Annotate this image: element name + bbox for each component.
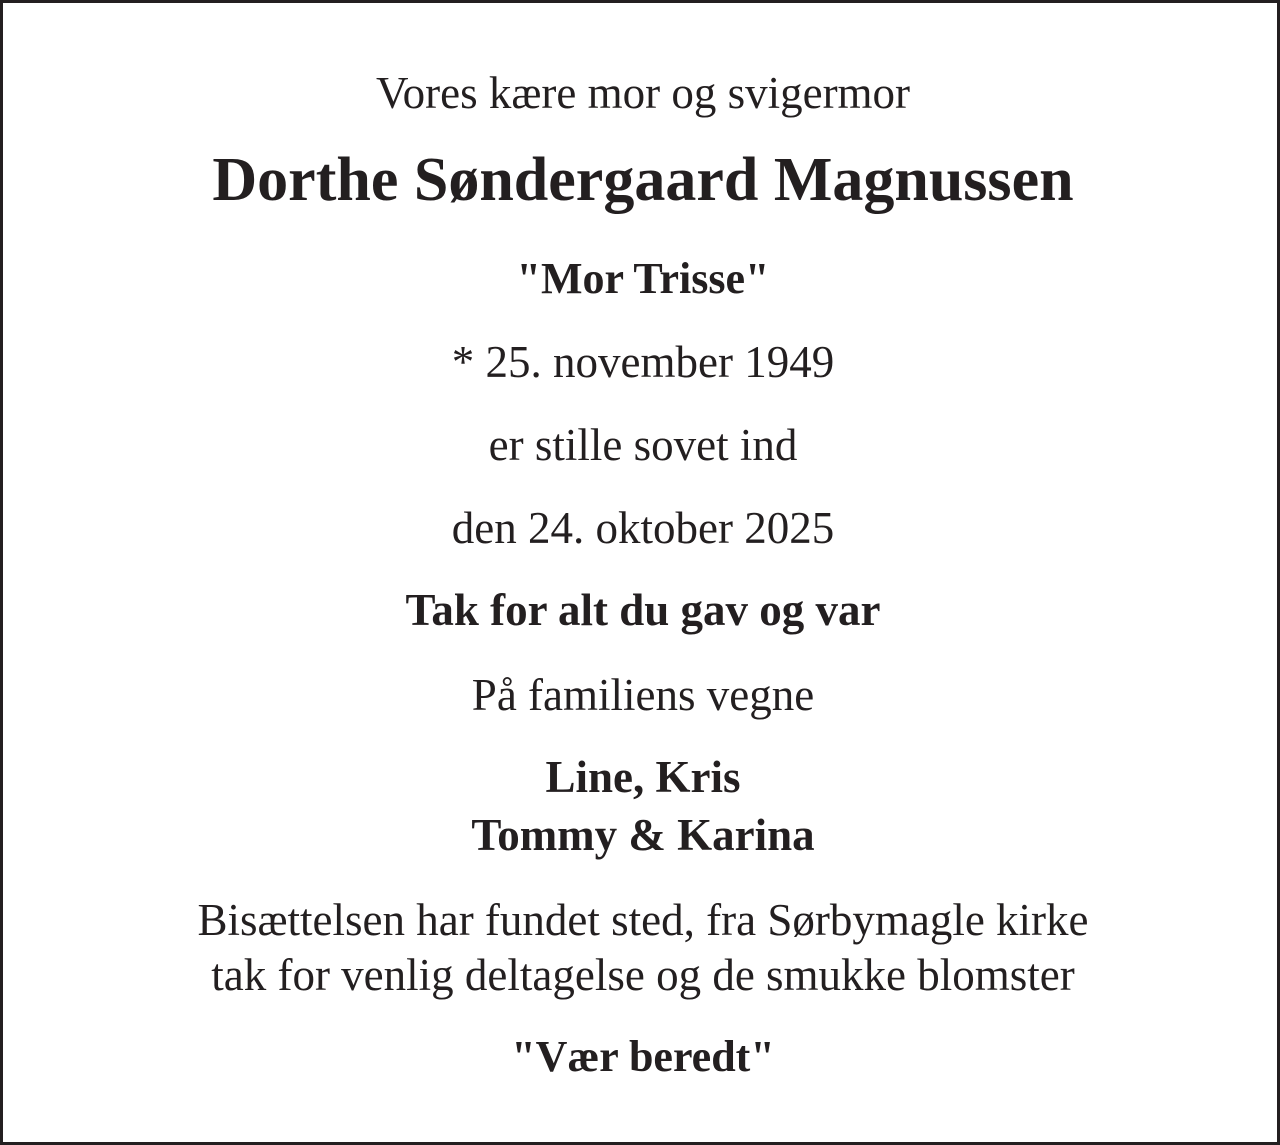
on-behalf-text: På familiens vegne	[471, 670, 815, 720]
intro-text: Vores kære mor og svigermor	[375, 68, 911, 118]
family-names-line-1: Line, Kris	[545, 752, 741, 802]
death-date: den 24. oktober 2025	[451, 503, 835, 553]
motto: "Vær beredt"	[511, 1032, 775, 1081]
family-names-line-2: Tommy & Karina	[471, 810, 815, 860]
thanks-text: Tak for alt du gav og var	[405, 585, 881, 635]
nickname: "Mor Trisse"	[516, 254, 770, 303]
deceased-name: Dorthe Søndergaard Magnussen	[212, 146, 1074, 214]
birth-date: * 25. november 1949	[451, 337, 835, 387]
funeral-info-line-1: Bisættelsen har fundet sted, fra Sørbymagle kirke	[197, 895, 1089, 945]
passed-phrase: er stille sovet ind	[488, 420, 798, 470]
funeral-info-line-2: tak for venlig deltagelse og de smukke blomster	[211, 950, 1075, 1000]
